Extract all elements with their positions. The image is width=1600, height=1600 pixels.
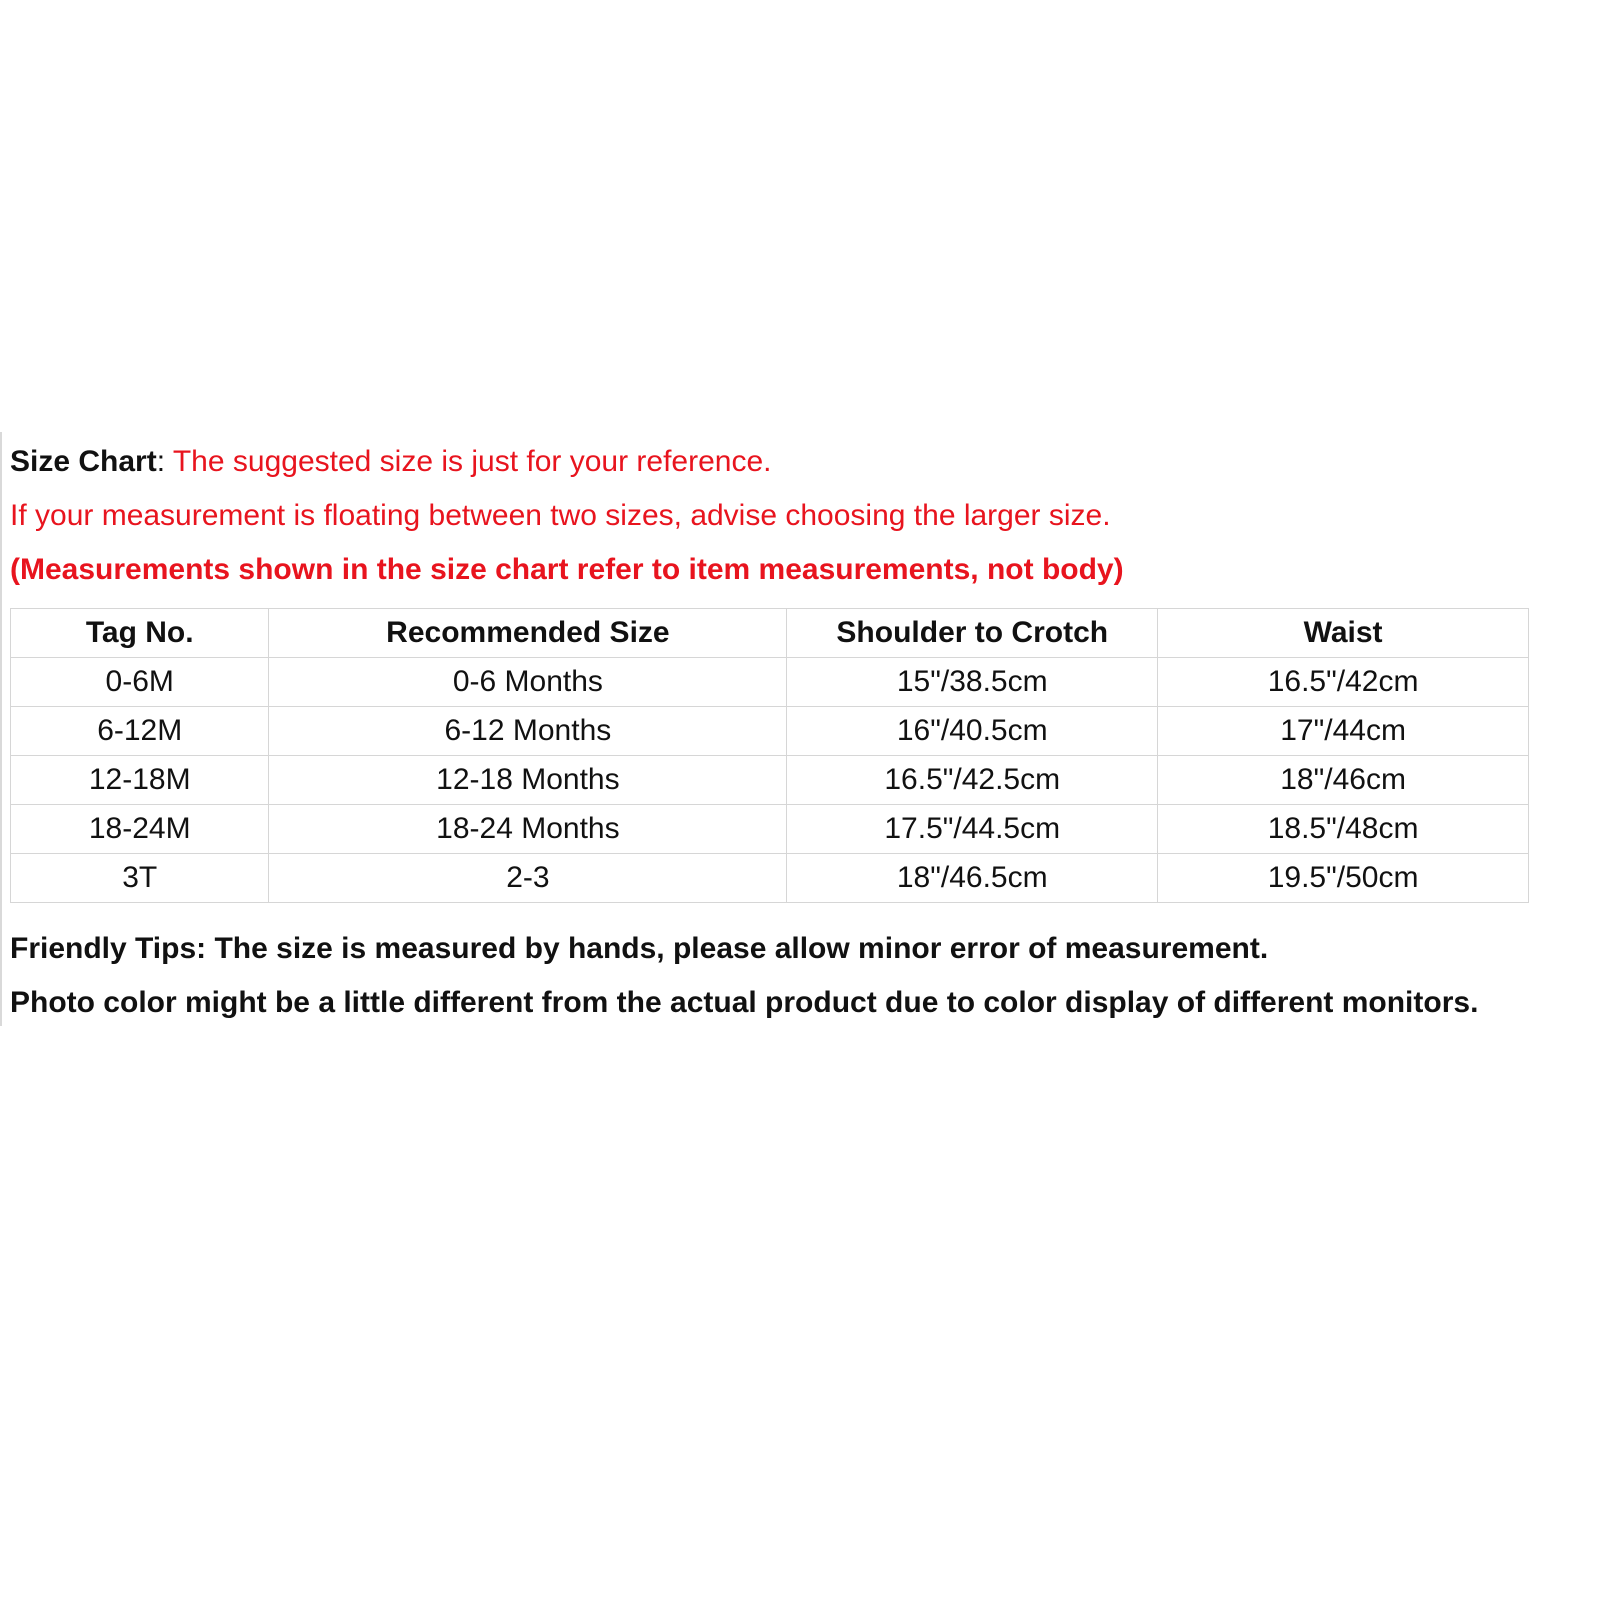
cell-tag-no: 3T [11,854,269,903]
reference-note: The suggested size is just for your reference. [172,445,772,478]
cell-shoulder-to-crotch: 15"/38.5cm [787,658,1158,707]
friendly-tips: Friendly Tips: The size is measured by hands, please allow minor error of measurement. [10,932,1269,965]
cell-shoulder-to-crotch: 17.5"/44.5cm [787,805,1158,854]
table-row [11,658,1529,707]
size-table [10,608,1529,903]
sizing-advice: If your measurement is floating between two sizes, advise choosing the larger size. [10,499,1111,532]
table-header-row [11,609,1529,658]
size-chart-label: Size Chart [10,445,157,478]
header-tag-no: Tag No. [11,609,269,658]
cell-recommended-size: 2-3 [269,854,787,903]
cell-tag-no: 18-24M [11,805,269,854]
cell-waist: 17"/44cm [1158,707,1529,756]
label-colon: : [156,445,173,478]
cell-shoulder-to-crotch: 16"/40.5cm [787,707,1158,756]
table-row [11,756,1529,805]
size-chart-section [0,432,1598,1026]
cell-shoulder-to-crotch: 16.5"/42.5cm [787,756,1158,805]
cell-waist: 16.5"/42cm [1158,658,1529,707]
photo-color-note: Photo color might be a little different from the actual product due to color display of different monitors. [10,986,1479,1019]
header-recommended-size: Recommended Size [269,609,787,658]
measurement-disclaimer: (Measurements shown in the size chart refer to item measurements, not body) [10,553,1124,586]
cell-tag-no: 12-18M [11,756,269,805]
header-waist: Waist [1158,609,1529,658]
size-chart-intro-line [10,444,771,480]
cell-shoulder-to-crotch: 18"/46.5cm [787,854,1158,903]
header-shoulder-to-crotch: Shoulder to Crotch [787,609,1158,658]
cell-tag-no: 6-12M [11,707,269,756]
table-row [11,707,1529,756]
cell-waist: 18.5"/48cm [1158,805,1529,854]
table-row [11,854,1529,903]
cell-recommended-size: 6-12 Months [269,707,787,756]
cell-recommended-size: 12-18 Months [269,756,787,805]
cell-recommended-size: 0-6 Months [269,658,787,707]
cell-waist: 18"/46cm [1158,756,1529,805]
cell-tag-no: 0-6M [11,658,269,707]
cell-recommended-size: 18-24 Months [269,805,787,854]
cell-waist: 19.5"/50cm [1158,854,1529,903]
table-row [11,805,1529,854]
